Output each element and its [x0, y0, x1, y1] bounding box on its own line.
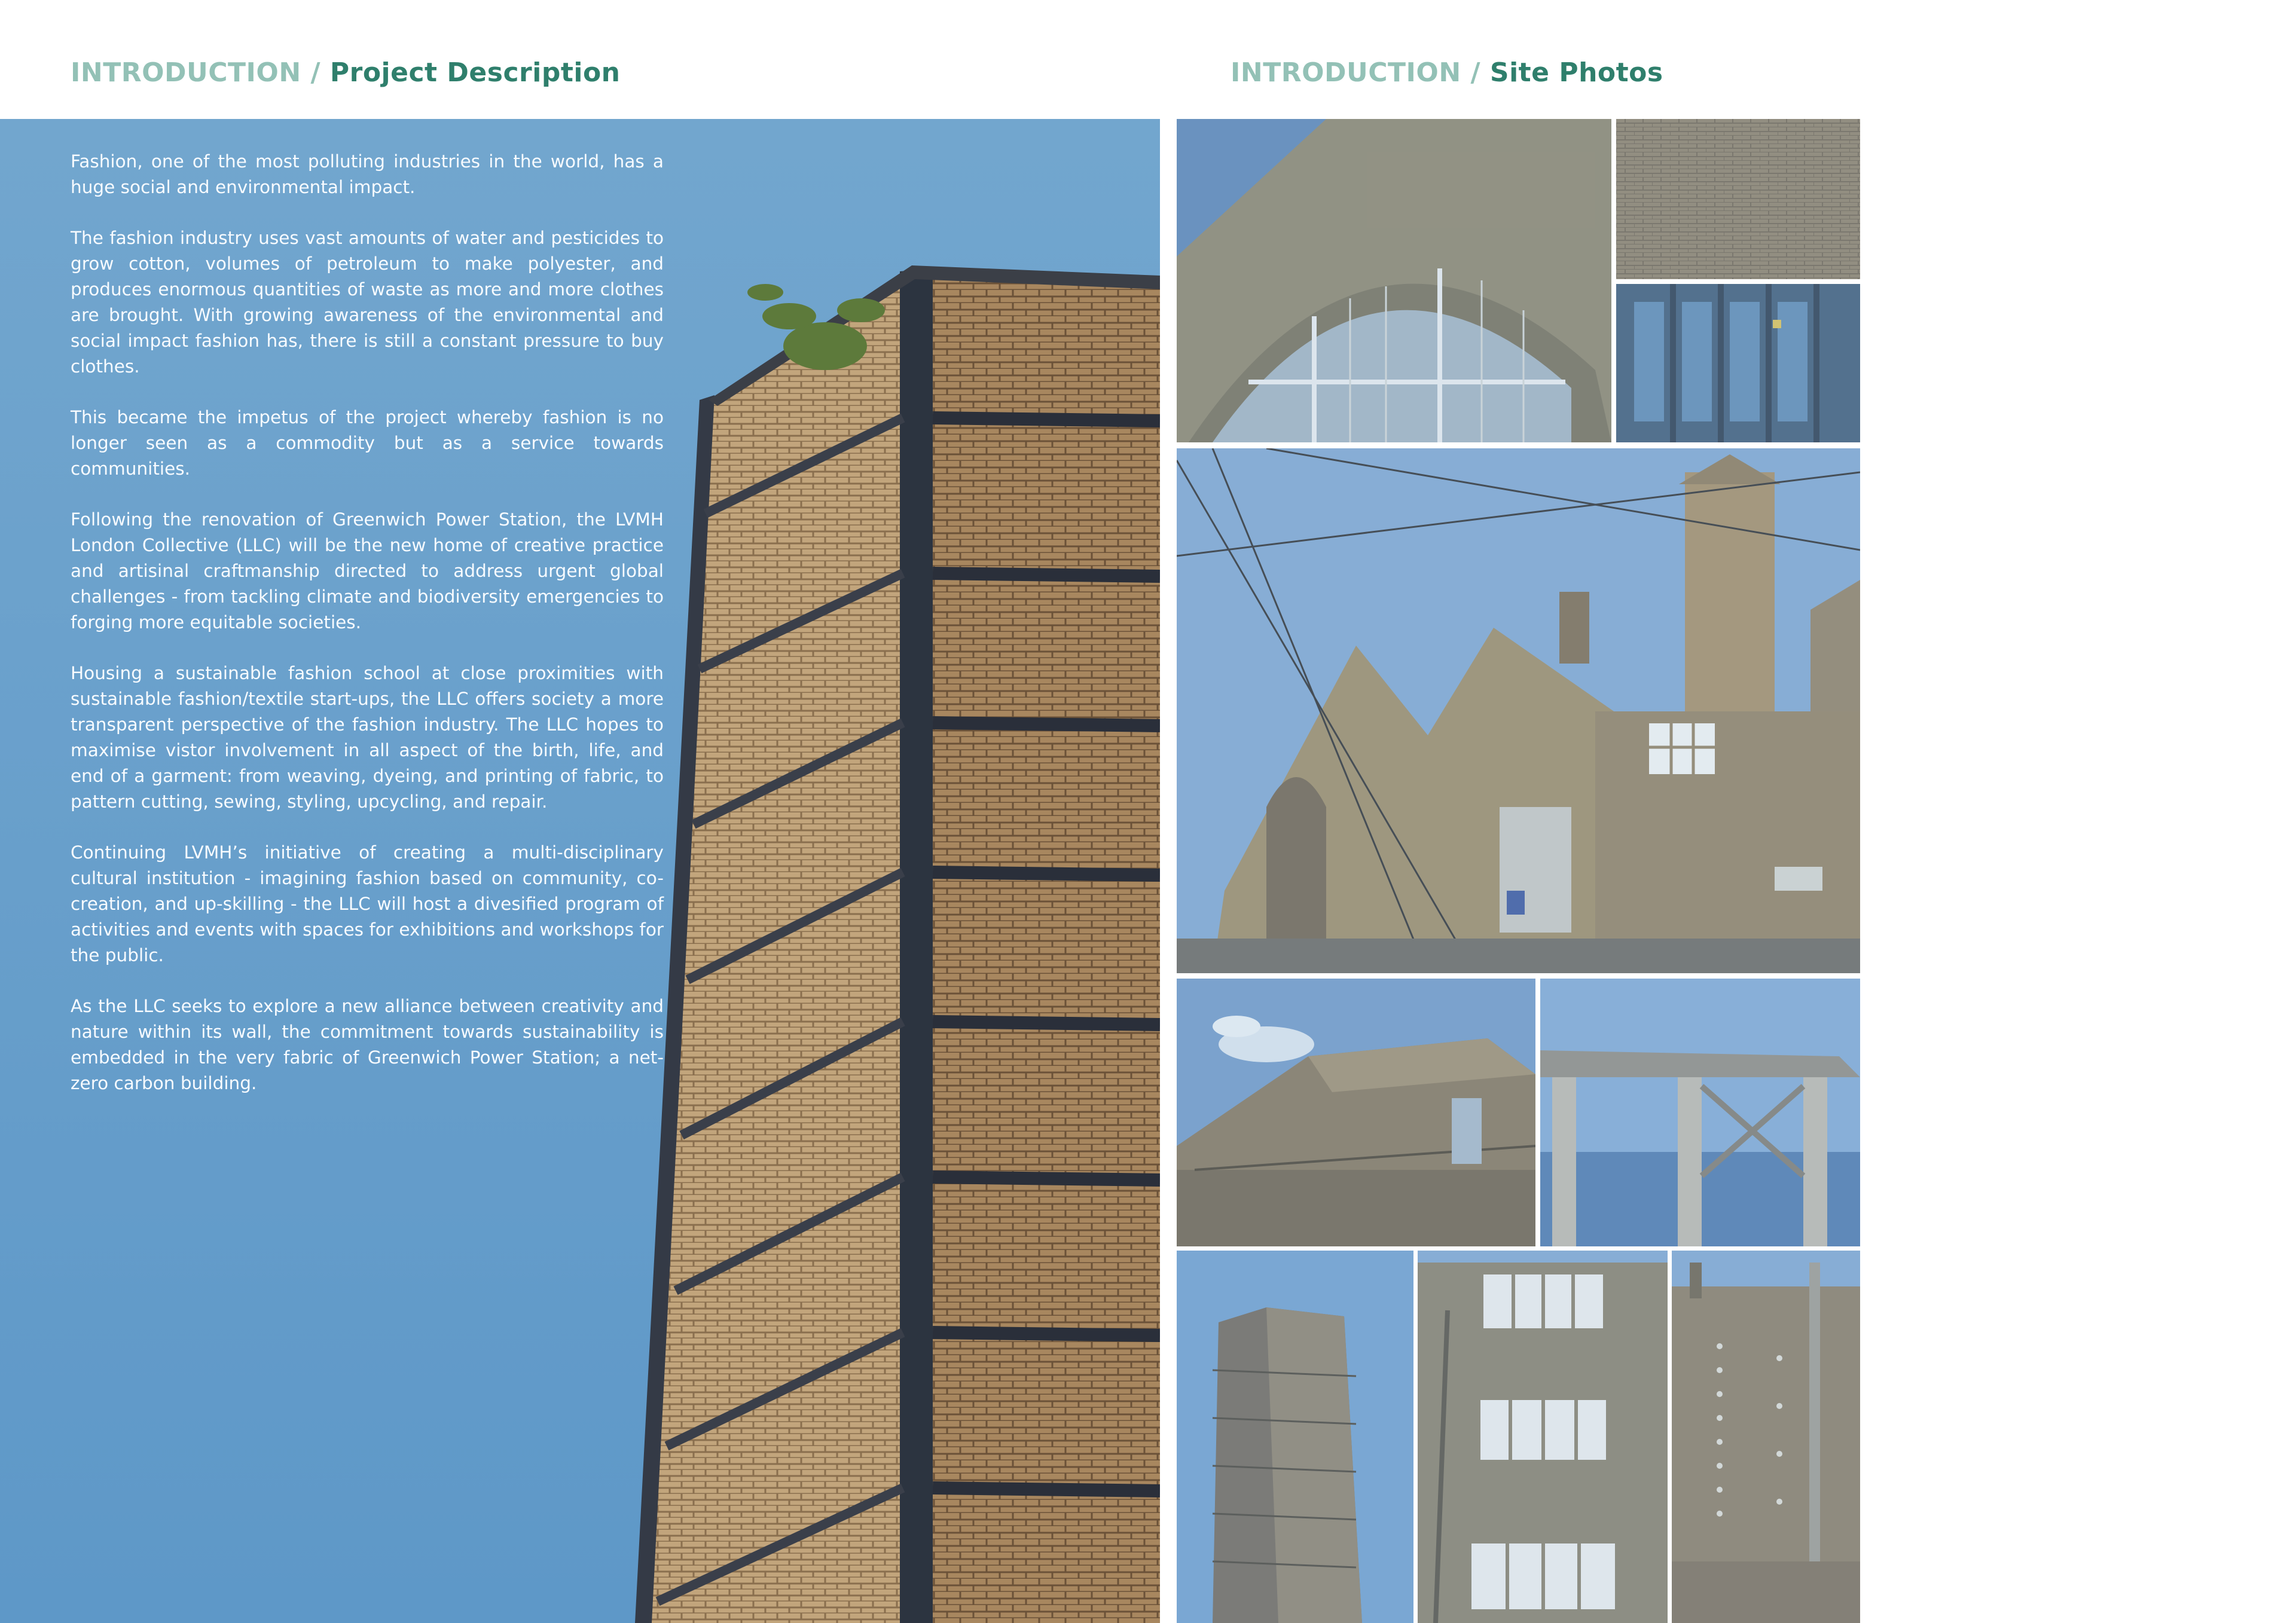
photo-river-pier	[1540, 979, 1860, 1246]
photo-blue-doors	[1616, 284, 1860, 442]
page-subtitle: Site Photos	[1489, 57, 1663, 88]
photo-brick-wall	[1616, 119, 1860, 279]
paragraph: This became the impetus of the project whereby fashion is no longer seen as a commodity but as a service towards communities.	[71, 407, 664, 479]
chimney-hero-image	[0, 119, 1160, 1623]
project-description-text	[71, 149, 664, 1121]
paragraph: Housing a sustainable fashion school at close proximities with sustainable fashion/textile start-ups, the LLC offers society a more transparent perspective of the fashion industry. The LLC hopes to maximise vistor involvement in all aspect of the birth, life, and end of a garment: from weaving, dyeing, and printing of fabric, to pattern cutting, sewing, styling, upcycling, and repair.	[71, 663, 664, 812]
paragraph: Fashion, one of the most polluting industries in the world, has a huge social and environmental impact.	[71, 151, 664, 197]
title-separator: /	[301, 57, 330, 88]
photo-chimney-distant	[1177, 1251, 1413, 1623]
paragraph: Following the renovation of Greenwich Power Station, the LVMH London Collective (LLC) will be the new home of creative practice and artisinal craftmanship directed to address urgent global challenges - from tackling climate and biodiversity emergencies to forging more equitable societies.	[71, 509, 664, 632]
photo-power-station-exterior	[1177, 448, 1860, 973]
photo-building-side	[1177, 979, 1535, 1246]
page-title-left	[71, 57, 621, 88]
photo-wall-lamp-post	[1672, 1251, 1860, 1623]
page-subtitle: Project Description	[329, 57, 621, 88]
paragraph: The fashion industry uses vast amounts of water and pesticides to grow cotton, volumes of petroleum to make polyester, and produces enormous quantities of waste as more and more clothes are brought. With growing awareness of the environmental and social impact fashion has, there is still a constant pressure to buy clothes.	[71, 228, 664, 377]
page-title-right	[1231, 57, 1663, 88]
section-label: INTRODUCTION	[1231, 57, 1461, 88]
title-separator: /	[1461, 57, 1490, 88]
paragraph: As the LLC seeks to explore a new alliance between creativity and nature within its wall, the commitment towards sustainability is embedded in the very fabric of Greenwich Power Station; a net-zero carbon building.	[71, 996, 664, 1093]
section-label: INTRODUCTION	[71, 57, 301, 88]
photo-building-windows	[1418, 1251, 1668, 1623]
photo-arched-window	[1177, 119, 1611, 442]
paragraph: Continuing LVMH’s initiative of creating a multi-disciplinary cultural institution - imagining fashion based on community, co-creation, and up-skilling - the LLC will host a divesified program of activities and events with spaces for exhibitions and workshops for the public.	[71, 842, 664, 965]
